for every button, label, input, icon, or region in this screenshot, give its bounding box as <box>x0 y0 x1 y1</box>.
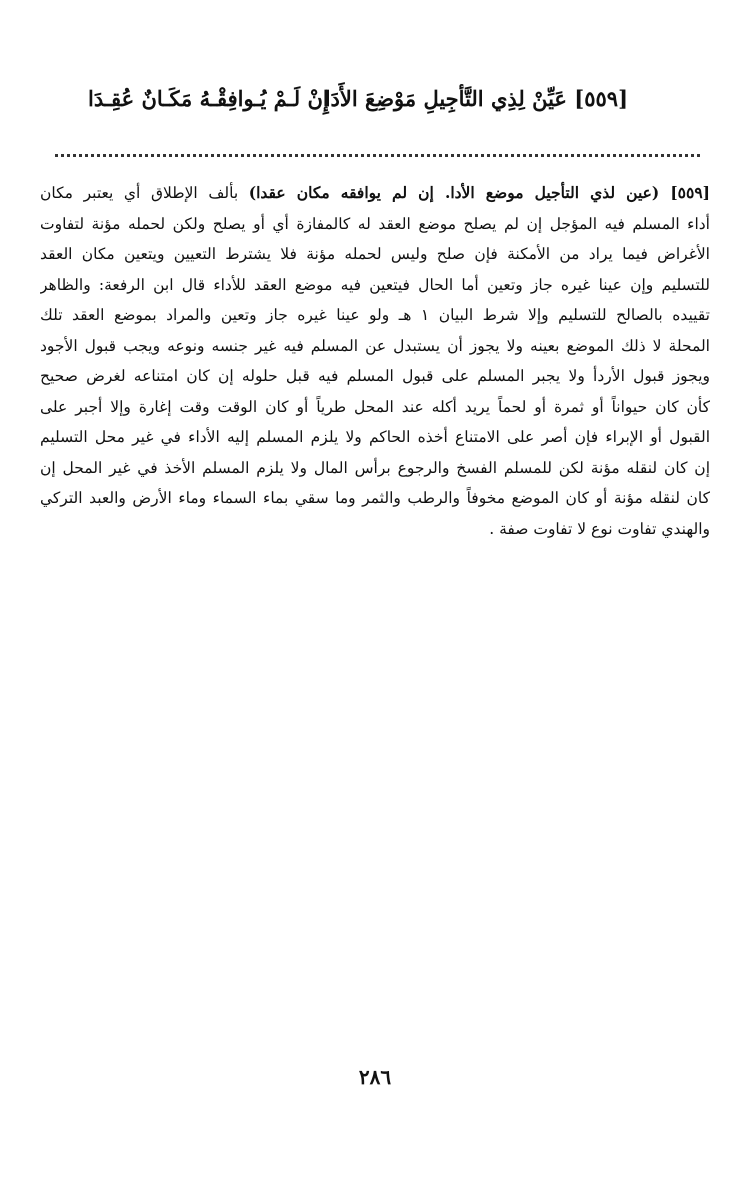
commentary-line: للتسليم وإن عينا غيره جاز وتعين أما الحال فيتعين فيه موضع العقد للأداء قال ابن الرفعة: والظاهر <box>40 275 710 294</box>
verse-number: [٥٥٩] <box>574 86 628 111</box>
commentary-text <box>40 178 710 544</box>
verse-first-hemistich <box>325 86 628 111</box>
commentary-line: تقييده بالصالح للتسليم وإلا شرط البيان ١ هـ ولو عينا غيره جاز وتعين والمراد بموضع العقد تلك <box>40 306 710 324</box>
commentary-line: المحلة لا ذلك الموضع بعينه ولا يجوز أن يستبدل عن المسلم فيه غير جنسه ونوعه ويجب قبول الأجود <box>40 336 710 355</box>
commentary-line: ويجوز قبول الأردأ ولا يجبر المسلم على قبول المسلم فيه قبل حلوله إن كان امتناعه لغرض صحيح <box>40 367 710 385</box>
commentary-line: والهندي تفاوت نوع لا تفاوت صفة . <box>489 519 710 538</box>
dotted-divider <box>55 154 700 157</box>
commentary-line: إن كان لنقله مؤنة لكن للمسلم الفسخ والرجوع برأس المال ولا يلزم المسلم الأخذ في غير المحل إن <box>40 458 710 477</box>
commentary-line-text: بألف الإطلاق أي يعتبر مكان <box>40 184 239 202</box>
commentary-line: كأن كان حيواناً أو ثمرة أو لحماً يريد أكله عند المحل طرياً أو كان الوقت وقت إغارة وإلا أجبر على <box>40 397 710 416</box>
commentary-lead: [٥٥٩] (عين لذي التأجيل موضع الأدا. إن لم يوافقه مكان عقدا) <box>248 183 710 202</box>
commentary-line: القبول أو الإبراء فإن أصر على الامتناع أخذه الحاكم ولا يلزم المسلم إليه الأداء في غير محل التسليم <box>40 428 710 446</box>
verse-first-text: عَيِّنْ لِذِي التَّأجِيلِ مَوْضِعَ الأَدَا <box>324 86 567 111</box>
verse-second-hemistich: إِنْ لَـمْ يُـوافِقْـهُ مَكَـانٌ عُقِـدَا <box>88 86 329 111</box>
verse-line <box>88 86 628 126</box>
commentary-line: الأغراض فيما يراد من الأمكنة فإن صلح وليس لحمله مؤنة فلا يشترط التعيين ويتعين مكان العقد <box>40 245 710 263</box>
commentary-line: أداء المسلم فيه المؤجل إن لم يصلح موضع العقد له كالمفازة أي أو يصلح ولكن لحمله مؤنة لتفاوت <box>40 214 710 233</box>
page-number: ٢٨٦ <box>358 1065 392 1089</box>
commentary-line <box>40 178 710 209</box>
commentary-line: كان لنقله مؤنة أو كان الموضع مخوفاً والرطب والثمر وما سقي بماء السماء وماء الأرض والعبد التركي <box>40 489 710 507</box>
